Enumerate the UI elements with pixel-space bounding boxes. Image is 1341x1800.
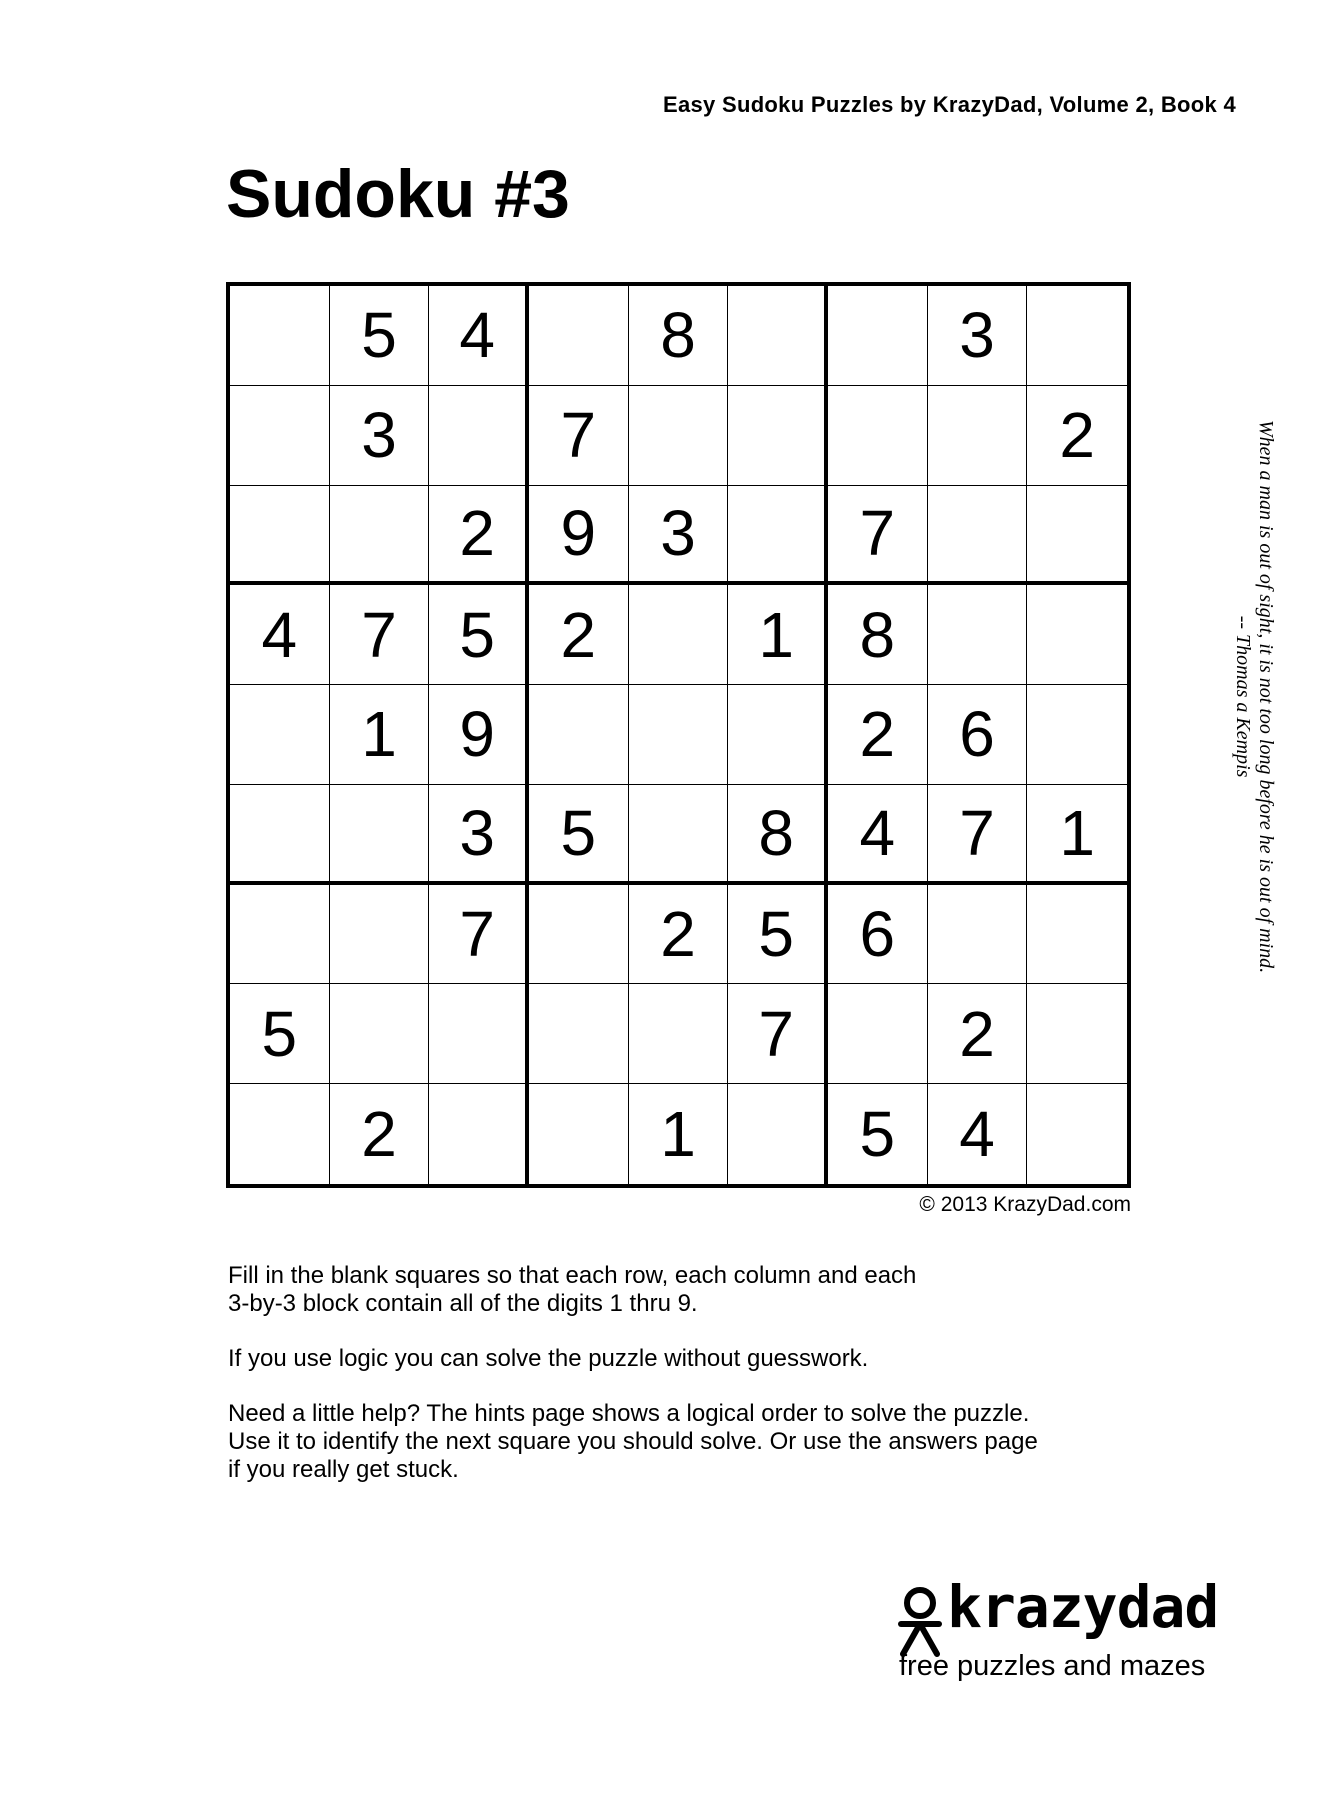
sudoku-cell-empty[interactable]	[230, 386, 330, 486]
instructions-rules: Fill in the blank squares so that each row, each column and each 3-by-3 block contain all of the digits 1 thru 9.	[228, 1262, 917, 1317]
sudoku-cell-given: 4	[928, 1084, 1028, 1184]
sudoku-cell-empty[interactable]	[230, 685, 330, 785]
instructions-help: Need a little help? The hints page shows a logical order to solve the puzzle. Use it to identify the next square you should solve. Or use the answers page if you really get stuck.	[228, 1400, 1038, 1483]
sudoku-cell-given: 5	[330, 286, 430, 386]
sudoku-cell-empty[interactable]	[629, 785, 729, 885]
sudoku-cell-empty[interactable]	[230, 1084, 330, 1184]
sudoku-cell-empty[interactable]	[1027, 585, 1127, 685]
puzzle-title: Sudoku #3	[226, 156, 570, 232]
sudoku-cell-given: 5	[230, 984, 330, 1084]
sudoku-cell-given: 2	[429, 486, 529, 586]
sudoku-cell-empty[interactable]	[529, 1084, 629, 1184]
instructions	[228, 1262, 1228, 1511]
sudoku-cell-given: 5	[828, 1084, 928, 1184]
sudoku-cell-given: 5	[529, 785, 629, 885]
sudoku-cell-given: 2	[629, 885, 729, 985]
sudoku-cell-given: 4	[429, 286, 529, 386]
sudoku-cell-empty[interactable]	[629, 685, 729, 785]
quote-author: -- Thomas a Kempis	[1232, 615, 1254, 778]
sudoku-cell-empty[interactable]	[429, 984, 529, 1084]
copyright-notice: © 2013 KrazyDad.com	[919, 1193, 1131, 1216]
sudoku-cell-empty[interactable]	[728, 386, 828, 486]
sudoku-cell-given: 4	[828, 785, 928, 885]
sudoku-cell-given: 9	[529, 486, 629, 586]
sudoku-cell-given: 8	[629, 286, 729, 386]
sudoku-cell-given: 3	[429, 785, 529, 885]
sudoku-cell-given: 2	[1027, 386, 1127, 486]
sudoku-cell-empty[interactable]	[230, 785, 330, 885]
sudoku-cell-empty[interactable]	[1027, 486, 1127, 586]
krazydad-logo	[895, 1573, 1240, 1690]
sudoku-cell-given: 2	[529, 585, 629, 685]
sudoku-cell-given: 7	[330, 585, 430, 685]
book-header: Easy Sudoku Puzzles by KrazyDad, Volume 2, Book 4	[662, 92, 1236, 117]
sudoku-cell-given: 1	[1027, 785, 1127, 885]
sudoku-cell-empty[interactable]	[429, 1084, 529, 1184]
sudoku-grid	[226, 282, 1131, 1188]
sudoku-cell-empty[interactable]	[330, 885, 430, 985]
sudoku-cell-empty[interactable]	[330, 486, 430, 586]
sudoku-cell-empty[interactable]	[928, 885, 1028, 985]
sudoku-cell-empty[interactable]	[928, 486, 1028, 586]
sudoku-cell-given: 5	[429, 585, 529, 685]
sudoku-cell-given: 8	[728, 785, 828, 885]
sudoku-cell-empty[interactable]	[928, 386, 1028, 486]
sudoku-cell-given: 4	[230, 585, 330, 685]
sudoku-cell-empty[interactable]	[1027, 984, 1127, 1084]
sudoku-cell-given: 6	[828, 885, 928, 985]
sudoku-cell-empty[interactable]	[230, 286, 330, 386]
sudoku-cell-given: 7	[728, 984, 828, 1084]
sudoku-cell-given: 8	[828, 585, 928, 685]
sudoku-cell-given: 7	[928, 785, 1028, 885]
sudoku-cell-given: 2	[928, 984, 1028, 1084]
krazydad-face-icon	[895, 1586, 945, 1658]
sudoku-cell-empty[interactable]	[529, 885, 629, 985]
sudoku-cell-empty[interactable]	[828, 984, 928, 1084]
sudoku-cell-empty[interactable]	[1027, 885, 1127, 985]
sudoku-cell-empty[interactable]	[330, 785, 430, 885]
sudoku-cell-empty[interactable]	[728, 286, 828, 386]
sudoku-cell-given: 7	[429, 885, 529, 985]
sudoku-cell-empty[interactable]	[928, 585, 1028, 685]
sudoku-cell-empty[interactable]	[629, 585, 729, 685]
sudoku-cell-empty[interactable]	[828, 386, 928, 486]
sudoku-cell-given: 1	[728, 585, 828, 685]
sudoku-cell-empty[interactable]	[1027, 1084, 1127, 1184]
sudoku-cell-given: 1	[330, 685, 430, 785]
sudoku-cell-given: 1	[629, 1084, 729, 1184]
sudoku-cell-empty[interactable]	[828, 286, 928, 386]
sudoku-cell-given: 3	[928, 286, 1028, 386]
sudoku-cell-empty[interactable]	[629, 984, 729, 1084]
sudoku-cell-empty[interactable]	[728, 486, 828, 586]
sudoku-cell-given: 3	[629, 486, 729, 586]
sudoku-cell-empty[interactable]	[728, 1084, 828, 1184]
sudoku-cell-empty[interactable]	[429, 386, 529, 486]
sudoku-cell-empty[interactable]	[1027, 685, 1127, 785]
sudoku-cell-empty[interactable]	[230, 885, 330, 985]
sudoku-cell-given: 2	[828, 685, 928, 785]
sudoku-cell-given: 5	[728, 885, 828, 985]
sudoku-cell-empty[interactable]	[629, 386, 729, 486]
sudoku-cell-given: 7	[828, 486, 928, 586]
sudoku-cell-empty[interactable]	[529, 984, 629, 1084]
sudoku-cell-empty[interactable]	[230, 486, 330, 586]
sudoku-cell-empty[interactable]	[529, 685, 629, 785]
sudoku-cell-given: 7	[529, 386, 629, 486]
sudoku-cell-empty[interactable]	[728, 685, 828, 785]
quote	[1231, 420, 1277, 973]
logo-tagline: free puzzles and mazes	[899, 1650, 1206, 1682]
sudoku-cell-given: 2	[330, 1084, 430, 1184]
sudoku-cell-empty[interactable]	[330, 984, 430, 1084]
sudoku-cell-given: 3	[330, 386, 430, 486]
quote-text: When a man is out of sight, it is not too long before he is out of mind.	[1255, 420, 1277, 974]
logo-wordmark: krazydad	[947, 1573, 1219, 1641]
sudoku-cell-given: 9	[429, 685, 529, 785]
sudoku-cell-given: 6	[928, 685, 1028, 785]
sudoku-cell-empty[interactable]	[529, 286, 629, 386]
instructions-logic: If you use logic you can solve the puzzle without guesswork.	[228, 1345, 869, 1372]
sudoku-cell-empty[interactable]	[1027, 286, 1127, 386]
